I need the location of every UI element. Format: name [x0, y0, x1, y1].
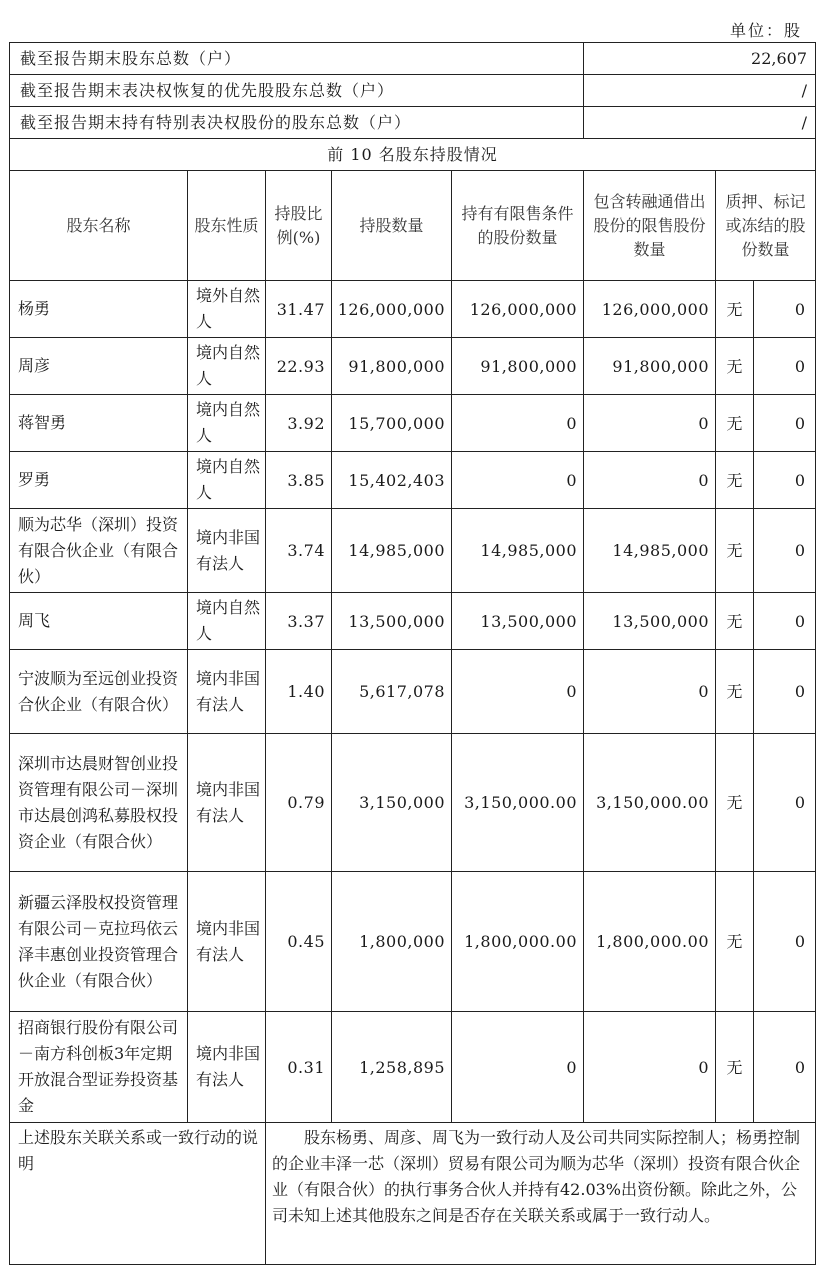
holding-quantity: 13,500,000: [332, 593, 452, 650]
pledge-status: 无: [716, 452, 754, 509]
pledge-status: 无: [716, 593, 754, 650]
including-lent-quantity: 0: [584, 452, 716, 509]
shareholder-name: 罗勇: [10, 452, 188, 509]
holding-quantity: 5,617,078: [332, 650, 452, 734]
restricted-quantity: 0: [452, 452, 584, 509]
unit-label: 单位：股: [729, 21, 802, 40]
table-row: [10, 452, 816, 509]
header-including-lent: 包含转融通借出股份的限售股份数量: [584, 171, 716, 281]
summary-value: 22,607: [584, 43, 816, 75]
shareholder-nature: 境内非国有法人: [188, 734, 266, 872]
table-row: [10, 281, 816, 338]
summary-label: 截至报告期末股东总数（户）: [10, 43, 584, 75]
shareholder-nature: 境内自然人: [188, 338, 266, 395]
holding-ratio: 31.47: [266, 281, 332, 338]
section-title-row: [10, 139, 816, 171]
including-lent-quantity: 13,500,000: [584, 593, 716, 650]
header-name: 股东名称: [10, 171, 188, 281]
table-row: [10, 395, 816, 452]
including-lent-quantity: 1,800,000.00: [584, 872, 716, 1012]
shareholder-name: 招商银行股份有限公司－南方科创板3年定期开放混合型证券投资基金: [10, 1012, 188, 1123]
restricted-quantity: 3,150,000.00: [452, 734, 584, 872]
including-lent-quantity: 0: [584, 395, 716, 452]
pledge-quantity: 0: [754, 338, 816, 395]
pledge-quantity: 0: [754, 452, 816, 509]
pledge-status: 无: [716, 872, 754, 1012]
pledge-status: 无: [716, 395, 754, 452]
holding-ratio: 0.79: [266, 734, 332, 872]
pledge-quantity: 0: [754, 1012, 816, 1123]
summary-row: [10, 43, 816, 75]
shareholder-name: 深圳市达晨财智创业投资管理有限公司－深圳市达晨创鸿私募股权投资企业（有限合伙）: [10, 734, 188, 872]
pledge-status: 无: [716, 281, 754, 338]
holding-ratio: 3.37: [266, 593, 332, 650]
holding-quantity: 15,700,000: [332, 395, 452, 452]
header-restricted: 持有有限售条件的股份数量: [452, 171, 584, 281]
pledge-status: 无: [716, 1012, 754, 1123]
holding-quantity: 126,000,000: [332, 281, 452, 338]
restricted-quantity: 91,800,000: [452, 338, 584, 395]
including-lent-quantity: 3,150,000.00: [584, 734, 716, 872]
restricted-quantity: 1,800,000.00: [452, 872, 584, 1012]
shareholder-name: 宁波顺为至远创业投资合伙企业（有限合伙）: [10, 650, 188, 734]
table-row: [10, 734, 816, 872]
table-row: [10, 338, 816, 395]
pledge-quantity: 0: [754, 650, 816, 734]
shareholder-name: 顺为芯华（深圳）投资有限合伙企业（有限合伙）: [10, 509, 188, 593]
holding-ratio: 22.93: [266, 338, 332, 395]
shareholder-table: [9, 42, 816, 1265]
shareholder-name: 周飞: [10, 593, 188, 650]
including-lent-quantity: 91,800,000: [584, 338, 716, 395]
note-label: 上述股东关联关系或一致行动的说明: [10, 1123, 266, 1265]
shareholder-nature: 境内自然人: [188, 452, 266, 509]
table-row: [10, 650, 816, 734]
restricted-quantity: 0: [452, 1012, 584, 1123]
table-row: [10, 509, 816, 593]
table-row: [10, 872, 816, 1012]
shareholder-nature: 境内非国有法人: [188, 509, 266, 593]
shareholder-nature: 境内非国有法人: [188, 650, 266, 734]
header-quantity: 持股数量: [332, 171, 452, 281]
pledge-quantity: 0: [754, 395, 816, 452]
pledge-status: 无: [716, 650, 754, 734]
pledge-status: 无: [716, 509, 754, 593]
pledge-quantity: 0: [754, 281, 816, 338]
including-lent-quantity: 126,000,000: [584, 281, 716, 338]
note-text: 股东杨勇、周彦、周飞为一致行动人及公司共同实际控制人；杨勇控制的企业丰泽一芯（深圳）贸易有限公司为顺为芯华（深圳）投资有限合伙企业（有限合伙）的执行事务合伙人并持有42.03%出资份额。除此之外，公司未知上述其他股东之间是否存在关联关系或属于一致行动人。: [266, 1123, 816, 1265]
holding-quantity: 1,258,895: [332, 1012, 452, 1123]
pledge-quantity: 0: [754, 593, 816, 650]
including-lent-quantity: 0: [584, 650, 716, 734]
restricted-quantity: 13,500,000: [452, 593, 584, 650]
holding-ratio: 3.92: [266, 395, 332, 452]
header-ratio: 持股比例(%): [266, 171, 332, 281]
summary-value: /: [584, 75, 816, 107]
shareholder-nature: 境内非国有法人: [188, 872, 266, 1012]
holding-quantity: 91,800,000: [332, 338, 452, 395]
holding-ratio: 1.40: [266, 650, 332, 734]
table-row: [10, 1012, 816, 1123]
including-lent-quantity: 0: [584, 1012, 716, 1123]
shareholder-nature: 境内自然人: [188, 395, 266, 452]
header-pledge: 质押、标记或冻结的股份数量: [716, 171, 816, 281]
shareholder-name: 新疆云泽股权投资管理有限公司－克拉玛依云泽丰惠创业投资管理合伙企业（有限合伙）: [10, 872, 188, 1012]
restricted-quantity: 0: [452, 650, 584, 734]
holding-quantity: 3,150,000: [332, 734, 452, 872]
shareholder-name: 周彦: [10, 338, 188, 395]
shareholder-nature: 境外自然人: [188, 281, 266, 338]
summary-label: 截至报告期末持有特别表决权股份的股东总数（户）: [10, 107, 584, 139]
holding-quantity: 15,402,403: [332, 452, 452, 509]
pledge-status: 无: [716, 338, 754, 395]
shareholder-name: 蒋智勇: [10, 395, 188, 452]
section-title: 前 10 名股东持股情况: [10, 139, 816, 171]
including-lent-quantity: 14,985,000: [584, 509, 716, 593]
pledge-quantity: 0: [754, 509, 816, 593]
shareholder-name: 杨勇: [10, 281, 188, 338]
header-nature: 股东性质: [188, 171, 266, 281]
summary-row: [10, 107, 816, 139]
shareholder-nature: 境内自然人: [188, 593, 266, 650]
summary-label: 截至报告期末表决权恢复的优先股股东总数（户）: [10, 75, 584, 107]
note-row: [10, 1123, 816, 1265]
holding-ratio: 0.31: [266, 1012, 332, 1123]
pledge-quantity: 0: [754, 734, 816, 872]
holding-ratio: 3.85: [266, 452, 332, 509]
pledge-status: 无: [716, 734, 754, 872]
holding-quantity: 1,800,000: [332, 872, 452, 1012]
holding-ratio: 3.74: [266, 509, 332, 593]
summary-row: [10, 75, 816, 107]
restricted-quantity: 0: [452, 395, 584, 452]
restricted-quantity: 126,000,000: [452, 281, 584, 338]
shareholder-nature: 境内非国有法人: [188, 1012, 266, 1123]
holding-ratio: 0.45: [266, 872, 332, 1012]
restricted-quantity: 14,985,000: [452, 509, 584, 593]
header-row: [10, 171, 816, 281]
table-row: [10, 593, 816, 650]
pledge-quantity: 0: [754, 872, 816, 1012]
summary-value: /: [584, 107, 816, 139]
holding-quantity: 14,985,000: [332, 509, 452, 593]
